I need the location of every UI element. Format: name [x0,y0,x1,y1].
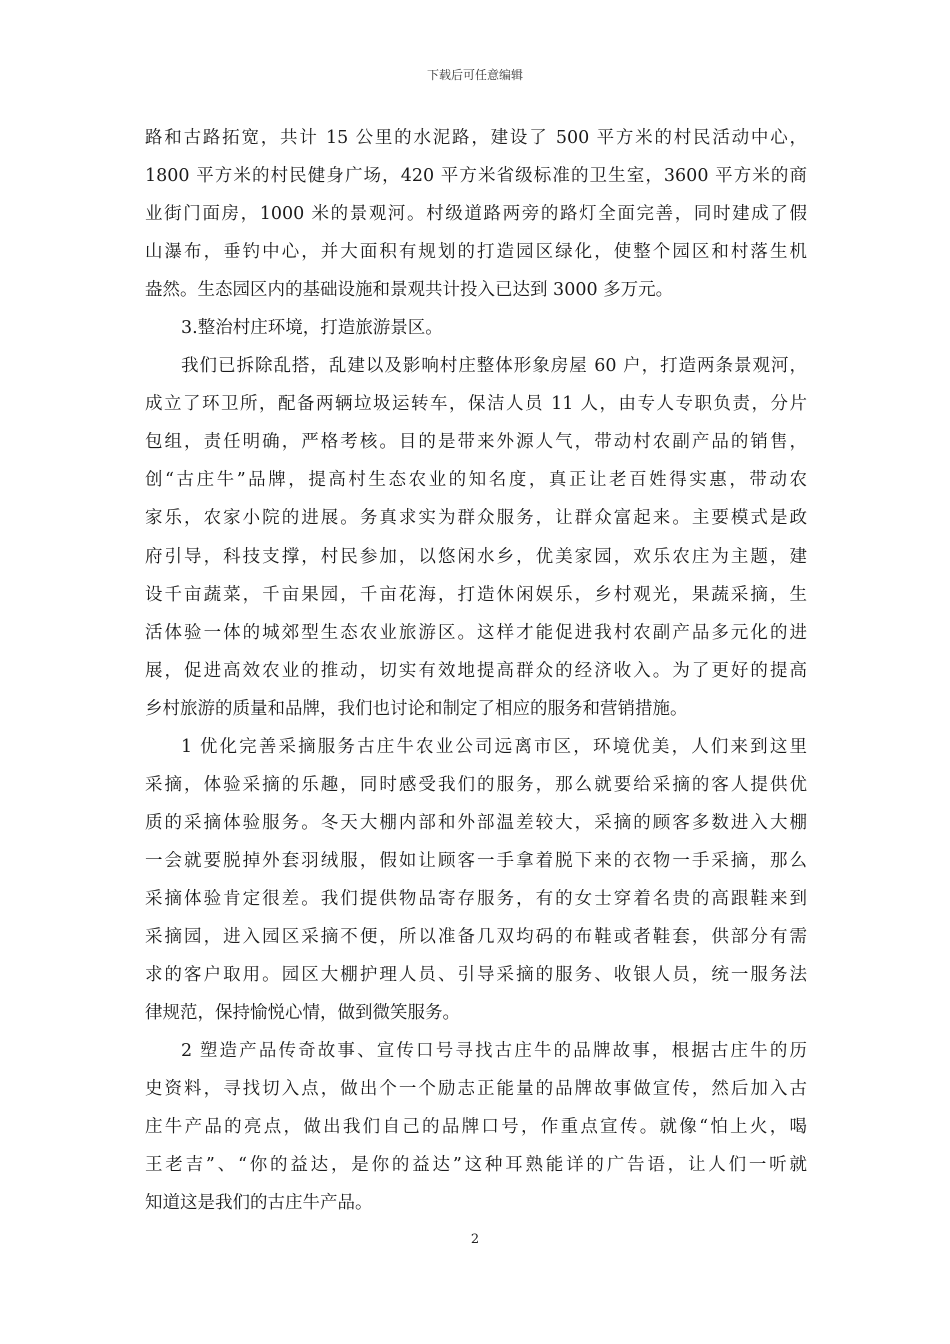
text-line: 乡村旅游的质量和品牌，我们也讨论和制定了相应的服务和营销措施。 [145,698,688,719]
text-line: 1800 平方米的村民健身广场，420 平方米省级标准的卫生室，3600 平方米的商 [145,166,807,187]
text-line: 包组，责任明确，严格考核。目的是带来外源人气，带动村农副产品的销售， [145,432,807,453]
text-line: 采摘，体验采摘的乐趣，同时感受我们的服务，那么就要给采摘的客人提供优 [145,774,807,795]
text-line: 府引导，科技支撑，村民参加，以悠闲水乡，优美家园，欢乐农庄为主题，建 [145,546,807,567]
document-body [145,119,807,1222]
text-line: 成立了环卫所，配备两辆垃圾运转车，保洁人员 11 人，由专人专职负责，分片 [145,394,807,415]
text-line: 采摘体验肯定很差。我们提供物品寄存服务，有的女士穿着名贵的高跟鞋来到 [145,888,807,909]
text-line: 路和古路拓宽，共计 15 公里的水泥路，建设了 500 平方米的村民活动中心， [145,128,807,148]
page-header: 下载后可任意编辑 [426,68,523,82]
text-line: 求的客户取用。园区大棚护理人员、引导采摘的服务、收银人员，统一服务法 [145,965,807,986]
text-line: 律规范，保持愉悦心情，做到微笑服务。 [145,1003,460,1024]
text-line: 2 塑造产品传奇故事、宣传口号寻找古庄牛的品牌故事，根据古庄牛的历 [181,1041,807,1062]
text-line: 史资料，寻找切入点，做出个一个励志正能量的品牌故事做宣传，然后加入古 [145,1079,807,1100]
text-line: 展，促进高效农业的推动，切实有效地提高群众的经济收入。为了更好的提高 [145,660,807,681]
text-line: 王老吉”、“你的益达，是你的益达”这种耳熟能详的广告语，让人们一听就 [145,1155,807,1176]
page-number: 2 [470,1232,480,1247]
text-line: 家乐，农家小院的进展。务真求实为群众服务，让群众富起来。主要模式是政 [145,508,807,529]
text-line: 一会就要脱掉外套羽绒服，假如让顾客一手拿着脱下来的衣物一手采摘，那么 [145,850,807,871]
text-line: 活体验一体的城郊型生态农业旅游区。这样才能促进我村农副产品多元化的进 [145,622,807,643]
text-line: 3.整治村庄环境，打造旅游景区。 [181,318,443,339]
text-line: 业街门面房，1000 米的景观河。村级道路两旁的路灯全面完善，同时建成了假 [145,204,807,225]
text-line: 我们已拆除乱搭，乱建以及影响村庄整体形象房屋 60 户，打造两条景观河， [181,356,807,377]
text-line: 1 优化完善采摘服务古庄牛农业公司远离市区，环境优美，人们来到这里 [181,736,807,757]
text-line: 知道这是我们的古庄牛产品。 [145,1193,373,1214]
text-line: 山瀑布，垂钓中心，并大面积有规划的打造园区绿化，使整个园区和村落生机 [145,242,807,263]
text-line: 庄牛产品的亮点，做出我们自己的品牌口号，作重点宣传。就像“怕上火，喝 [145,1117,807,1138]
text-line: 采摘园，进入园区采摘不便，所以准备几双均码的布鞋或者鞋套，供部分有需 [145,926,807,947]
text-line: 设千亩蔬菜，千亩果园，千亩花海，打造休闲娱乐，乡村观光，果蔬采摘，生 [145,584,807,605]
text-line: 质的采摘体验服务。冬天大棚内部和外部温差较大，采摘的顾客多数进入大棚 [145,812,807,833]
text-line: 盎然。生态园区内的基础设施和景观共计投入已达到 3000 多万元。 [145,280,674,301]
text-line: 创“古庄牛”品牌，提高村生态农业的知名度，真正让老百姓得实惠，带动农 [145,470,807,491]
